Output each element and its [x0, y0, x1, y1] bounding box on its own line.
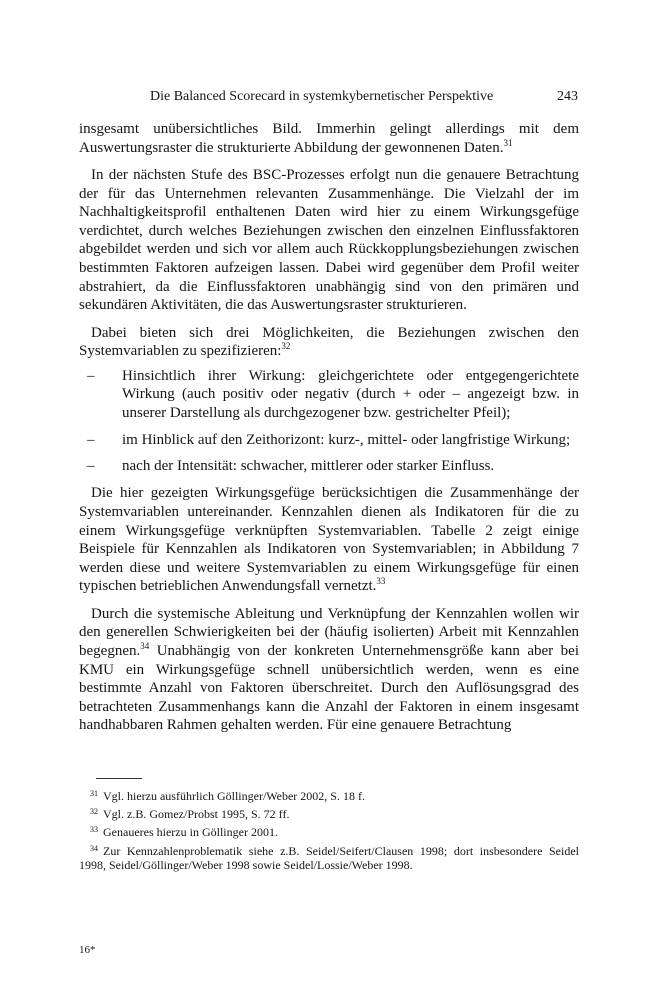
footnote-text: Vgl. hierzu ausführlich Göllinger/Weber 2002, S. 18 f.	[103, 789, 365, 803]
footnote: 33 Genaueres hierzu in Göllinger 2001.	[90, 825, 278, 840]
dash-list	[79, 367, 579, 476]
list-item: – im Hinblick auf den Zeithorizont: kurz-, mittel- oder langfristige Wirkung;	[79, 431, 579, 450]
signature-mark: 16*	[79, 944, 96, 956]
footnotes	[79, 789, 579, 876]
footnote: 32 Vgl. z.B. Gomez/Probst 1995, S. 72 ff.	[90, 807, 290, 822]
running-header	[150, 89, 578, 111]
footnote: 31 Vgl. hierzu ausführlich Göllinger/Weber 2002, S. 18 f.	[90, 789, 365, 803]
footnote-text: Zur Kennzahlenproblematik siehe z.B. Seidel/Seifert/Clausen 1998; dort insbesondere Seidel 1998, Seidel/Göllinger/Weber 1998 sowie Seidel/Lossie/Weber 1998.	[79, 843, 579, 872]
paragraph: In der nächsten Stufe des BSC-Prozesses erfolgt nun die genauere Betrachtung der für das Unternehmen relevanten Zusammenhänge. Die Vielzahl der im Nachhaltigkeitsprofil enthaltenen Daten wird hier zu einem Wirkungsgefüge verdichtet, durch welches Beziehungen zwischen den einzelnen Einflussfaktoren abgebildet werden und sich vor allem auch Rückkopplungsbeziehungen zwischen bestimmten Faktoren aufzeigen lassen. Dabei wird gegenüber dem Profil weiter abstrahiert, da die Einflussfaktoren unabhängig sind von den primären und sekundären Aktivitäten, die das Auswertungsraster strukturieren.	[79, 166, 579, 314]
page-number: 243	[557, 89, 578, 104]
footnote-text: Genaueres hierzu in Göllinger 2001.	[103, 825, 278, 840]
paragraph: Dabei bieten sich drei Möglichkeiten, die Beziehungen zwischen den Systemvariablen zu spezifizieren:$^{32}$	[79, 324, 579, 360]
footnote: 34 Zur Kennzahlenproblematik siehe z.B. Seidel/Seifert/Clausen 1998; dort insbesondere Seidel 1998, Seidel/Göllinger/Weber 1998 sowie Seidel/Lossie/Weber 1998.	[79, 843, 579, 872]
footnote-ref: 34	[140, 641, 150, 652]
footnote-text: Vgl. z.B. Gomez/Probst 1995, S. 72 ff.	[103, 807, 290, 822]
paragraph: Durch die systemische Ableitung und Verknüpfung der Kennzahlen wollen wir den generellen Schwierigkeiten bei der (häufig isolierten) Arbeit mit Kennzahlen begegnen.$^{34}$ Unabhängig von der konkreten Unternehmensgröße kann aber bei KMU ein Wirkungsgefüge schnell unübersichtlich werden, wenn es eine bestimmte Anzahl von Faktoren überschreitet. Durch den Auflösungsgrad des betrachteten Zusammenhangs kann die Anzahl der Faktoren in einem insgesamt handhabbaren Rahmen gehalten werden. Für eine genauere Betrachtung	[79, 605, 579, 734]
list-item: – nach der Intensität: schwacher, mittlerer oder starker Einfluss.	[79, 457, 579, 476]
paragraph: Die hier gezeigten Wirkungsgefüge berücksichtigen die Zusammenhänge der Systemvariablen untereinander. Kennzahlen dienen als Indikatoren für die zu einem Wirkungsgefüge verknüpften Systemvariablen. Tabelle 2 zeigt einige Beispiele für Kennzahlen als Indikatoren von Systemvariablen; in Abbildung 7 werden diese und weitere Systemvariablen zu einem Wirkungsgefüge für einen typischen betrieblichen Anwendungsfall vernetzt.$^{33}$	[79, 485, 579, 595]
footnote-ref: 31	[503, 137, 513, 148]
footnote-ref: 33	[376, 576, 386, 587]
list-item: – Hinsichtlich ihrer Wirkung: gleichgerichtete oder entgegengerichtete Wirkung (auch positiv oder negativ (durch + oder – angezeigt bzw. in unserer Darstellung als durchgezogener bzw. gestrichelter Pfeil);	[79, 367, 579, 423]
main-text	[79, 120, 579, 744]
paragraph: insgesamt unübersichtliches Bild. Immerhin gelingt allerdings mit dem Auswertungsraster die strukturierte Abbildung der gewonnenen Daten.$^{31}$	[79, 121, 579, 156]
footnote-ref: 32	[281, 341, 291, 352]
running-title: Die Balanced Scorecard in systemkybernetischer Perspektive	[150, 89, 494, 104]
footnote-separator	[96, 778, 142, 779]
